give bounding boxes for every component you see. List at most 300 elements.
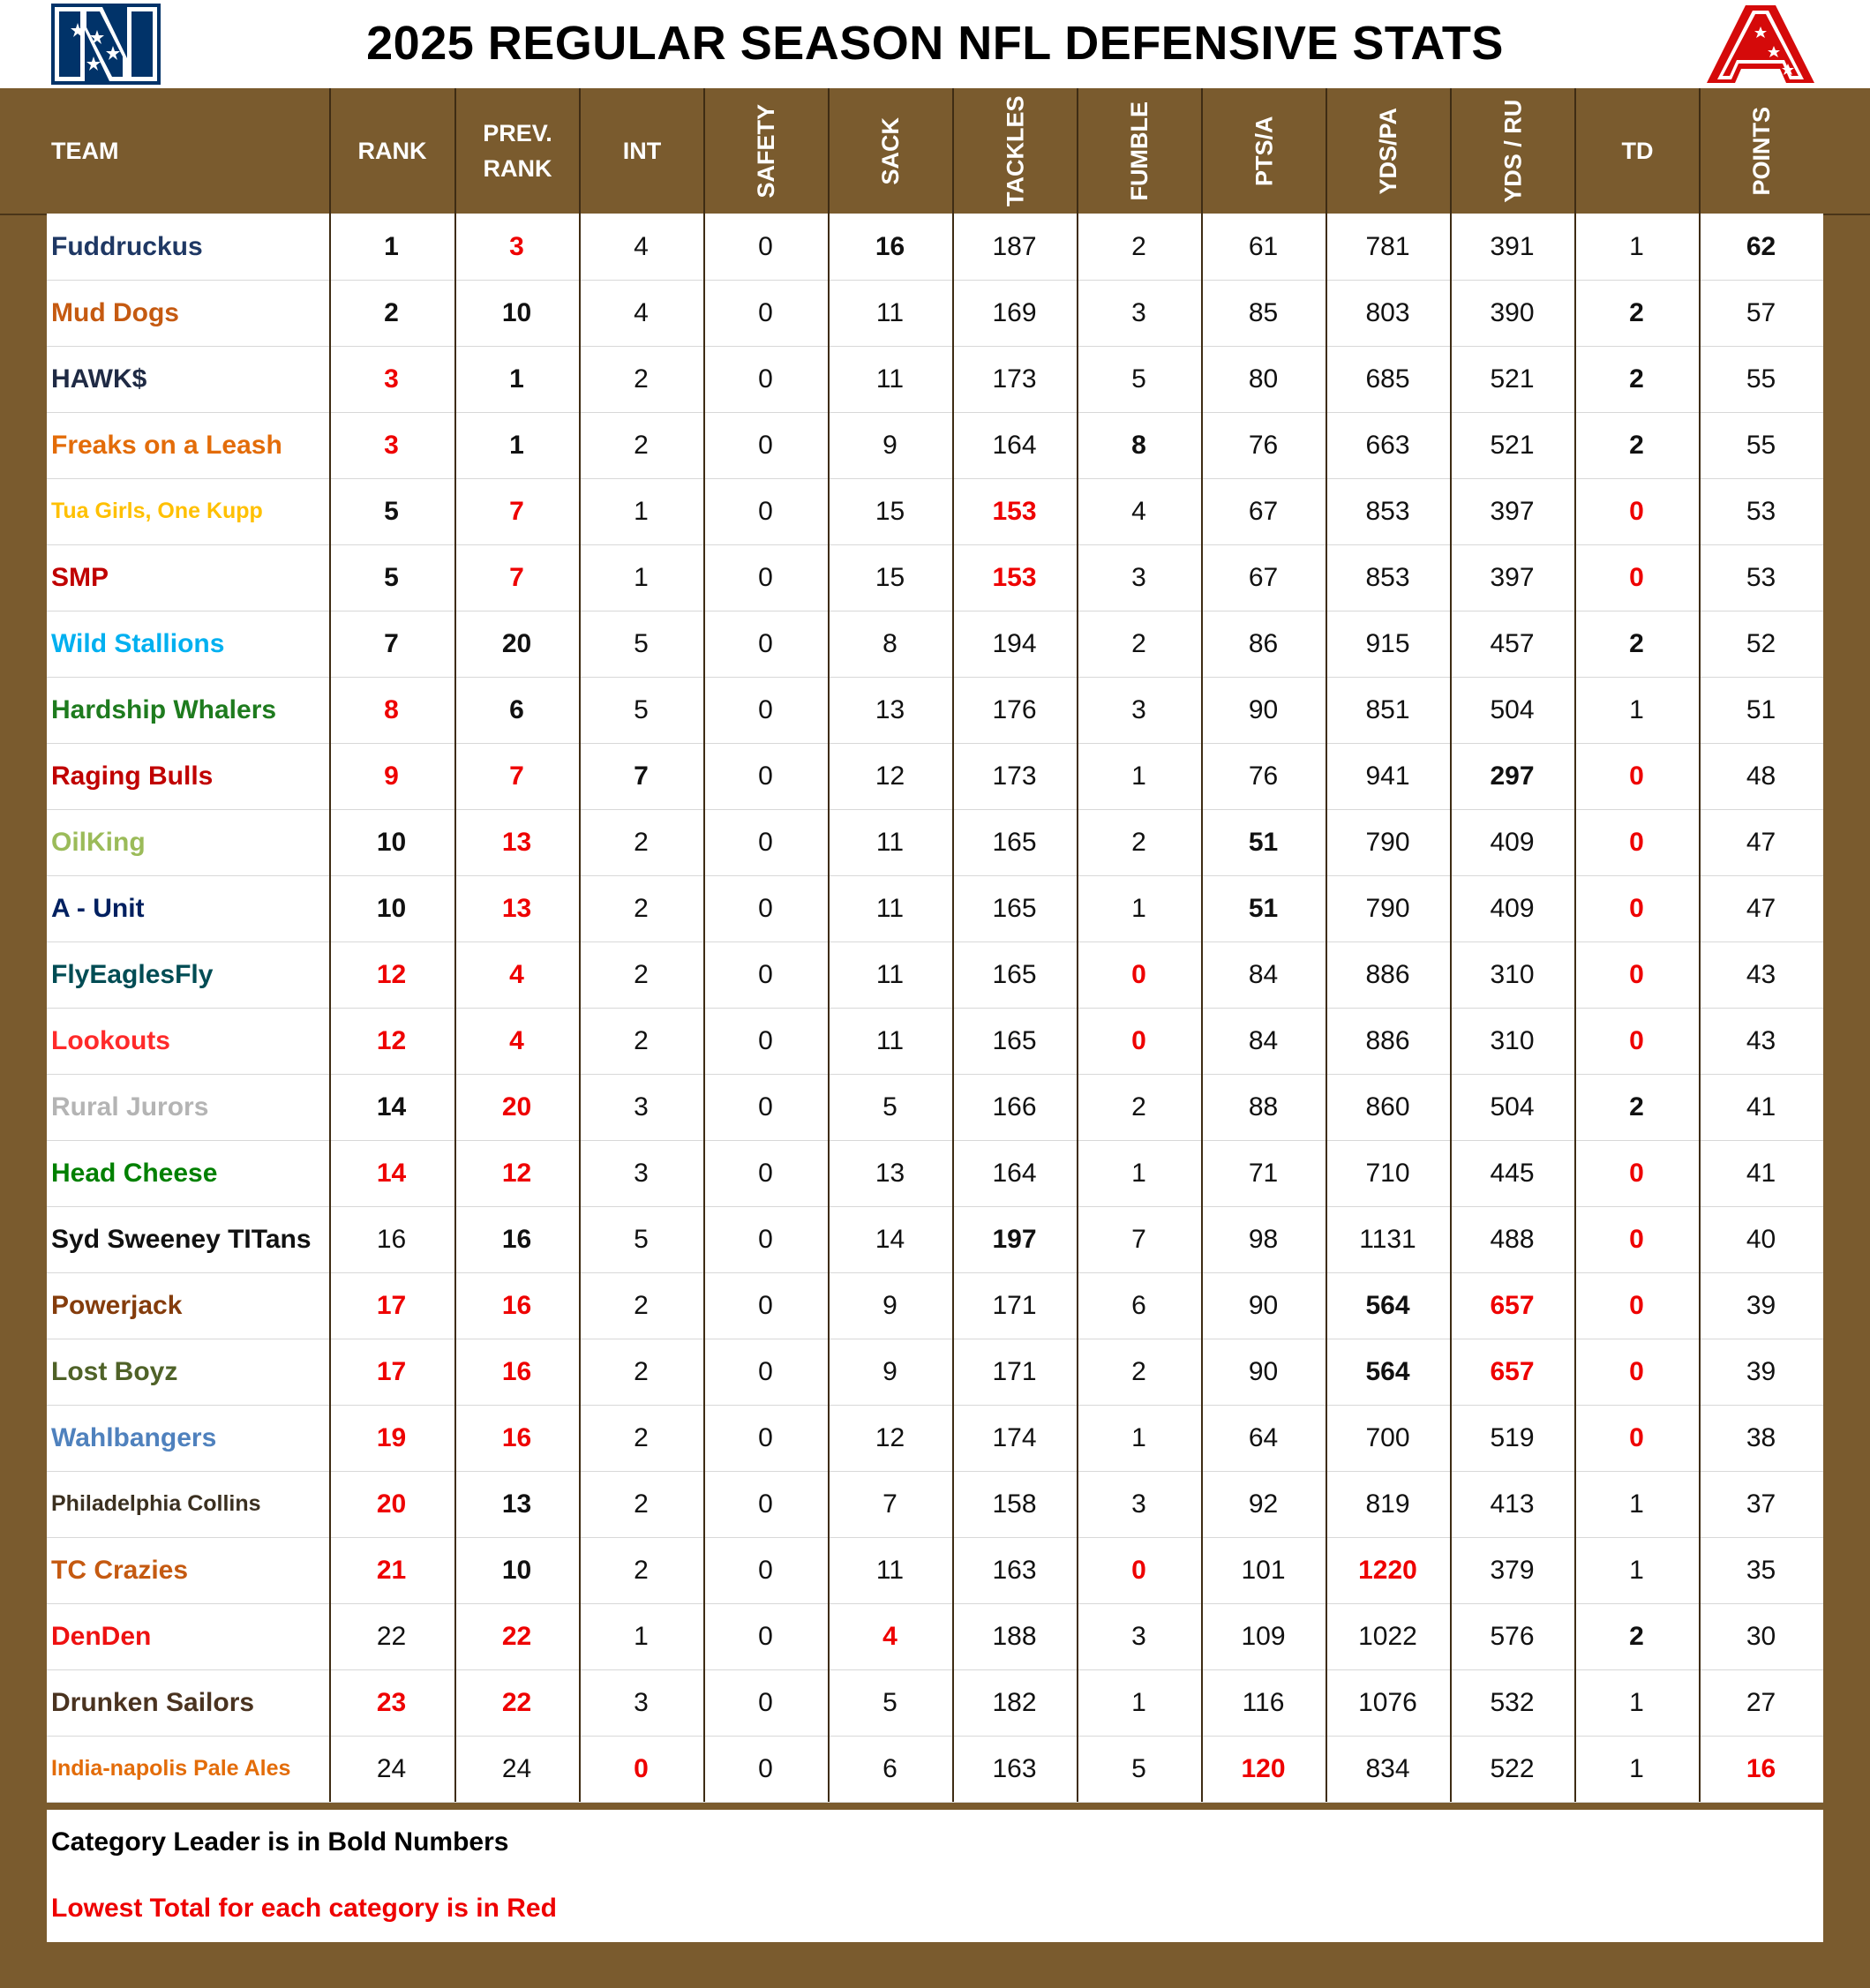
- cell-points: 62: [1746, 231, 1776, 261]
- column-divider: [1201, 88, 1203, 1802]
- cell-rank: 1: [384, 231, 399, 261]
- cell-td: 0: [1629, 893, 1644, 923]
- cell-yds-ru: 457: [1490, 628, 1535, 658]
- cell-td: 1: [1629, 1753, 1644, 1783]
- cell-pts-a: 84: [1248, 959, 1279, 989]
- cell-prev: 13: [501, 827, 532, 857]
- cell-td: 1: [1629, 694, 1644, 724]
- cell-fumble: 1: [1131, 893, 1146, 923]
- cell-yds-pa: 564: [1365, 1356, 1410, 1386]
- cell-yds-ru: 488: [1490, 1224, 1535, 1254]
- cell-sack: 9: [882, 430, 897, 460]
- cell-prev: 24: [501, 1753, 532, 1783]
- cell-fumble: 0: [1131, 1555, 1146, 1585]
- page-title: 2025 REGULAR SEASON NFL DEFENSIVE STATS: [366, 17, 1504, 70]
- cell-prev: 10: [501, 1555, 532, 1585]
- cell-pts-a: 85: [1248, 297, 1279, 327]
- column-divider: [1450, 88, 1452, 1802]
- cell-prev: 6: [509, 694, 524, 724]
- cell-yds-pa: 790: [1365, 893, 1410, 923]
- cell-safety: 0: [758, 1687, 773, 1717]
- cell-sack: 5: [882, 1687, 897, 1717]
- cell-td: 0: [1629, 562, 1644, 592]
- cell-td: 1: [1629, 1555, 1644, 1585]
- team-name: Raging Bulls: [51, 761, 214, 791]
- team-name: HAWK$: [51, 364, 147, 394]
- cell-points: 53: [1746, 496, 1776, 526]
- table-row: [47, 941, 1823, 1009]
- cell-td: 0: [1629, 827, 1644, 857]
- cell-rank: 23: [376, 1687, 407, 1717]
- cell-yds-pa: 1076: [1358, 1687, 1417, 1717]
- cell-fumble: 6: [1131, 1290, 1146, 1320]
- cell-yds-pa: 886: [1365, 959, 1410, 989]
- afc-logo: [1701, 4, 1820, 85]
- cell-sack: 11: [875, 297, 905, 327]
- cell-sack: 13: [875, 1158, 905, 1188]
- table-row: [47, 611, 1823, 678]
- cell-tackles: 158: [992, 1489, 1037, 1519]
- header-team: TEAM: [51, 137, 119, 164]
- cell-points: 41: [1746, 1158, 1776, 1188]
- cell-sack: 4: [882, 1621, 897, 1651]
- cell-rank: 16: [376, 1224, 407, 1254]
- team-name: Mud Dogs: [51, 297, 179, 327]
- cell-tackles: 164: [992, 1158, 1037, 1188]
- cell-fumble: 0: [1131, 1025, 1146, 1055]
- table-row: [47, 677, 1823, 744]
- cell-pts-a: 71: [1248, 1158, 1279, 1188]
- cell-points: 39: [1746, 1290, 1776, 1320]
- team-name: TC Crazies: [51, 1555, 189, 1585]
- cell-rank: 10: [376, 827, 407, 857]
- cell-points: 41: [1746, 1092, 1776, 1122]
- cell-rank: 21: [376, 1555, 407, 1585]
- cell-safety: 0: [758, 297, 773, 327]
- cell-fumble: 1: [1131, 761, 1146, 791]
- cell-safety: 0: [758, 364, 773, 394]
- cell-points: 55: [1746, 364, 1776, 394]
- cell-fumble: 3: [1131, 562, 1146, 592]
- cell-safety: 0: [758, 827, 773, 857]
- cell-prev: 4: [509, 959, 524, 989]
- cell-pts-a: 101: [1241, 1555, 1286, 1585]
- cell-yds-ru: 409: [1490, 827, 1535, 857]
- cell-points: 30: [1746, 1621, 1776, 1651]
- cell-yds-pa: 853: [1365, 496, 1410, 526]
- cell-yds-ru: 521: [1490, 364, 1535, 394]
- cell-tackles: 182: [992, 1687, 1037, 1717]
- column-divider: [703, 88, 705, 1802]
- cell-yds-pa: 1022: [1358, 1621, 1417, 1651]
- cell-yds-ru: 504: [1490, 694, 1535, 724]
- cell-safety: 0: [758, 1422, 773, 1452]
- cell-tackles: 163: [992, 1753, 1037, 1783]
- cell-tackles: 165: [992, 1025, 1037, 1055]
- cell-yds-ru: 310: [1490, 959, 1535, 989]
- cell-fumble: 3: [1131, 694, 1146, 724]
- cell-prev: 16: [501, 1224, 532, 1254]
- cell-safety: 0: [758, 496, 773, 526]
- cell-sack: 15: [875, 496, 905, 526]
- team-name: Drunken Sailors: [51, 1687, 255, 1717]
- cell-tackles: 163: [992, 1555, 1037, 1585]
- cell-td: 0: [1629, 496, 1644, 526]
- cell-tackles: 153: [992, 496, 1037, 526]
- cell-rank: 17: [376, 1290, 407, 1320]
- cell-tackles: 188: [992, 1621, 1037, 1651]
- cell-safety: 0: [758, 959, 773, 989]
- cell-int: 2: [634, 827, 649, 857]
- cell-sack: 14: [875, 1224, 905, 1254]
- cell-prev: 7: [509, 761, 524, 791]
- header-sack: SACK: [877, 116, 905, 185]
- table-row: [47, 1405, 1823, 1472]
- cell-points: 52: [1746, 628, 1776, 658]
- cell-prev: 16: [501, 1356, 532, 1386]
- cell-td: 0: [1629, 1224, 1644, 1254]
- cell-rank: 2: [384, 297, 399, 327]
- cell-sack: 11: [875, 827, 905, 857]
- cell-yds-ru: 521: [1490, 430, 1535, 460]
- stats-table: [47, 214, 1823, 1802]
- cell-prev: 1: [509, 364, 524, 394]
- table-row: [47, 1603, 1823, 1670]
- cell-yds-pa: 915: [1365, 628, 1410, 658]
- cell-safety: 0: [758, 1356, 773, 1386]
- cell-safety: 0: [758, 628, 773, 658]
- table-row: [47, 1074, 1823, 1141]
- team-name: Rural Jurors: [51, 1092, 209, 1122]
- cell-yds-ru: 397: [1490, 496, 1535, 526]
- cell-prev: 13: [501, 893, 532, 923]
- cell-pts-a: 90: [1248, 1290, 1279, 1320]
- cell-safety: 0: [758, 1489, 773, 1519]
- cell-tackles: 165: [992, 959, 1037, 989]
- table-row: [47, 743, 1823, 810]
- cell-td: 0: [1629, 761, 1644, 791]
- team-name: OilKing: [51, 827, 146, 857]
- cell-td: 0: [1629, 959, 1644, 989]
- cell-points: 48: [1746, 761, 1776, 791]
- cell-safety: 0: [758, 893, 773, 923]
- column-divider: [1326, 88, 1327, 1802]
- table-row: [47, 478, 1823, 545]
- header-points: POINTS: [1748, 106, 1776, 196]
- header-yds-ru: YDS / RU: [1499, 99, 1527, 203]
- cell-sack: 11: [875, 1025, 905, 1055]
- cell-td: 2: [1629, 1092, 1644, 1122]
- cell-tackles: 194: [992, 628, 1037, 658]
- cell-td: 0: [1629, 1158, 1644, 1188]
- header-rank: RANK: [357, 137, 427, 164]
- cell-int: 2: [634, 1356, 649, 1386]
- cell-yds-pa: 700: [1365, 1422, 1410, 1452]
- cell-safety: 0: [758, 1290, 773, 1320]
- cell-sack: 11: [875, 1555, 905, 1585]
- cell-pts-a: 67: [1248, 562, 1279, 592]
- team-name: DenDen: [51, 1621, 152, 1651]
- header-yds-pa: YDS/PA: [1375, 107, 1402, 195]
- cell-int: 5: [634, 694, 649, 724]
- table-row: [47, 1206, 1823, 1273]
- cell-tackles: 197: [992, 1224, 1037, 1254]
- team-name: Tua Girls, One Kupp: [51, 499, 263, 523]
- cell-rank: 12: [376, 959, 407, 989]
- header-pts-a: PTS/A: [1250, 116, 1278, 186]
- cell-points: 55: [1746, 430, 1776, 460]
- cell-pts-a: 67: [1248, 496, 1279, 526]
- cell-sack: 11: [875, 364, 905, 394]
- cell-pts-a: 90: [1248, 694, 1279, 724]
- table-row: [47, 1669, 1823, 1737]
- cell-tackles: 176: [992, 694, 1037, 724]
- legend-bold-note: Category Leader is in Bold Numbers: [51, 1827, 509, 1857]
- cell-prev: 20: [501, 628, 532, 658]
- cell-td: 1: [1629, 231, 1644, 261]
- cell-sack: 11: [875, 893, 905, 923]
- cell-yds-ru: 390: [1490, 297, 1535, 327]
- cell-pts-a: 86: [1248, 628, 1279, 658]
- team-name: Head Cheese: [51, 1158, 218, 1188]
- cell-int: 2: [634, 1290, 649, 1320]
- cell-yds-pa: 941: [1365, 761, 1410, 791]
- cell-int: 2: [634, 1489, 649, 1519]
- cell-points: 51: [1746, 694, 1776, 724]
- table-row: [47, 280, 1823, 347]
- cell-pts-a: 51: [1248, 893, 1279, 923]
- team-name: Wahlbangers: [51, 1422, 217, 1452]
- table-row: [47, 1339, 1823, 1406]
- cell-points: 37: [1746, 1489, 1776, 1519]
- header-td: TD: [1621, 137, 1654, 164]
- header-tackles: TACKLES: [1002, 95, 1029, 206]
- column-divider: [828, 88, 830, 1802]
- table-row: [47, 214, 1823, 281]
- cell-safety: 0: [758, 694, 773, 724]
- cell-pts-a: 88: [1248, 1092, 1279, 1122]
- team-name: A - Unit: [51, 893, 145, 923]
- cell-int: 0: [634, 1753, 649, 1783]
- cell-rank: 17: [376, 1356, 407, 1386]
- cell-int: 3: [634, 1092, 649, 1122]
- cell-safety: 0: [758, 1092, 773, 1122]
- cell-yds-ru: 519: [1490, 1422, 1535, 1452]
- cell-sack: 9: [882, 1290, 897, 1320]
- cell-int: 3: [634, 1158, 649, 1188]
- cell-fumble: 3: [1131, 1621, 1146, 1651]
- cell-tackles: 164: [992, 430, 1037, 460]
- cell-sack: 7: [882, 1489, 897, 1519]
- cell-pts-a: 98: [1248, 1224, 1279, 1254]
- table-row: [47, 1537, 1823, 1604]
- cell-prev: 12: [501, 1158, 532, 1188]
- cell-yds-pa: 834: [1365, 1753, 1410, 1783]
- cell-sack: 6: [882, 1753, 897, 1783]
- cell-rank: 3: [384, 430, 399, 460]
- header-int: INT: [622, 137, 662, 164]
- cell-safety: 0: [758, 1025, 773, 1055]
- column-divider: [1574, 88, 1576, 1802]
- cell-yds-pa: 790: [1365, 827, 1410, 857]
- cell-rank: 20: [376, 1489, 407, 1519]
- cell-fumble: 5: [1131, 1753, 1146, 1783]
- cell-yds-ru: 504: [1490, 1092, 1535, 1122]
- cell-yds-pa: 853: [1365, 562, 1410, 592]
- cell-fumble: 2: [1131, 628, 1146, 658]
- cell-int: 2: [634, 430, 649, 460]
- cell-int: 5: [634, 628, 649, 658]
- cell-tackles: 171: [992, 1290, 1037, 1320]
- cell-sack: 5: [882, 1092, 897, 1122]
- cell-yds-pa: 564: [1365, 1290, 1410, 1320]
- cell-safety: 0: [758, 761, 773, 791]
- cell-pts-a: 92: [1248, 1489, 1279, 1519]
- cell-yds-ru: 409: [1490, 893, 1535, 923]
- cell-points: 47: [1746, 893, 1776, 923]
- cell-yds-ru: 391: [1490, 231, 1535, 261]
- column-divider: [454, 88, 456, 1802]
- cell-fumble: 7: [1131, 1224, 1146, 1254]
- cell-sack: 8: [882, 628, 897, 658]
- cell-td: 1: [1629, 1687, 1644, 1717]
- cell-int: 2: [634, 1025, 649, 1055]
- cell-pts-a: 76: [1248, 761, 1279, 791]
- cell-int: 7: [634, 761, 649, 791]
- cell-yds-ru: 522: [1490, 1753, 1535, 1783]
- cell-yds-pa: 819: [1365, 1489, 1410, 1519]
- table-row: [47, 1140, 1823, 1207]
- cell-rank: 14: [376, 1158, 407, 1188]
- column-divider: [1699, 88, 1701, 1802]
- cell-yds-pa: 1220: [1358, 1555, 1417, 1585]
- team-name: Philadelphia Collins: [51, 1491, 261, 1516]
- team-name: India-napolis Pale Ales: [51, 1756, 291, 1781]
- cell-tackles: 173: [992, 364, 1037, 394]
- cell-sack: 16: [875, 231, 905, 261]
- team-name: Fuddruckus: [51, 231, 203, 261]
- table-row: [47, 412, 1823, 479]
- cell-yds-pa: 1131: [1359, 1224, 1416, 1254]
- header-safety: SAFETY: [753, 103, 780, 199]
- cell-fumble: 2: [1131, 1356, 1146, 1386]
- cell-points: 27: [1746, 1687, 1776, 1717]
- cell-sack: 12: [875, 761, 905, 791]
- table-row: [47, 346, 1823, 413]
- cell-prev: 7: [509, 496, 524, 526]
- cell-prev: 22: [501, 1687, 532, 1717]
- cell-int: 2: [634, 1422, 649, 1452]
- cell-pts-a: 120: [1241, 1753, 1286, 1783]
- cell-safety: 0: [758, 231, 773, 261]
- cell-tackles: 173: [992, 761, 1037, 791]
- cell-yds-ru: 657: [1490, 1290, 1535, 1320]
- cell-prev: 7: [509, 562, 524, 592]
- cell-rank: 8: [384, 694, 399, 724]
- table-header: [0, 88, 1870, 215]
- cell-td: 2: [1629, 628, 1644, 658]
- cell-prev: 10: [501, 297, 532, 327]
- cell-pts-a: 84: [1248, 1025, 1279, 1055]
- cell-fumble: 1: [1131, 1687, 1146, 1717]
- cell-tackles: 169: [992, 297, 1037, 327]
- cell-points: 39: [1746, 1356, 1776, 1386]
- cell-yds-pa: 781: [1365, 231, 1410, 261]
- cell-safety: 0: [758, 1555, 773, 1585]
- cell-int: 5: [634, 1224, 649, 1254]
- cell-rank: 3: [384, 364, 399, 394]
- cell-td: 2: [1629, 1621, 1644, 1651]
- column-divider: [329, 88, 331, 1802]
- cell-tackles: 187: [992, 231, 1037, 261]
- cell-td: 0: [1629, 1025, 1644, 1055]
- cell-yds-ru: 657: [1490, 1356, 1535, 1386]
- cell-points: 35: [1746, 1555, 1776, 1585]
- cell-fumble: 3: [1131, 297, 1146, 327]
- cell-int: 2: [634, 364, 649, 394]
- cell-yds-pa: 851: [1365, 694, 1410, 724]
- cell-fumble: 2: [1131, 1092, 1146, 1122]
- cell-tackles: 165: [992, 893, 1037, 923]
- cell-yds-ru: 379: [1490, 1555, 1535, 1585]
- team-name: Wild Stallions: [51, 628, 225, 658]
- cell-rank: 10: [376, 893, 407, 923]
- header-fumble: FUMBLE: [1126, 101, 1153, 201]
- cell-sack: 15: [875, 562, 905, 592]
- cell-safety: 0: [758, 1224, 773, 1254]
- cell-fumble: 5: [1131, 364, 1146, 394]
- table-row: [47, 1736, 1823, 1803]
- cell-safety: 0: [758, 1753, 773, 1783]
- cell-td: 0: [1629, 1356, 1644, 1386]
- cell-pts-a: 109: [1241, 1621, 1286, 1651]
- cell-rank: 14: [376, 1092, 407, 1122]
- cell-td: 0: [1629, 1290, 1644, 1320]
- cell-points: 57: [1746, 297, 1776, 327]
- cell-int: 1: [634, 496, 649, 526]
- cell-tackles: 166: [992, 1092, 1037, 1122]
- cell-tackles: 171: [992, 1356, 1037, 1386]
- cell-tackles: 165: [992, 827, 1037, 857]
- cell-yds-ru: 310: [1490, 1025, 1535, 1055]
- column-divider: [1077, 88, 1078, 1802]
- cell-int: 4: [634, 231, 649, 261]
- team-name: SMP: [51, 562, 109, 592]
- cell-sack: 11: [875, 959, 905, 989]
- cell-fumble: 8: [1131, 430, 1146, 460]
- cell-td: 2: [1629, 297, 1644, 327]
- table-row: [47, 1008, 1823, 1075]
- team-name: Lookouts: [51, 1025, 170, 1055]
- cell-sack: 12: [875, 1422, 905, 1452]
- cell-int: 2: [634, 1555, 649, 1585]
- cell-rank: 5: [384, 562, 399, 592]
- title-bar: [0, 0, 1870, 88]
- header-prev-rank: PREV. RANK: [483, 119, 552, 182]
- cell-int: 4: [634, 297, 649, 327]
- cell-td: 1: [1629, 1489, 1644, 1519]
- cell-fumble: 1: [1131, 1158, 1146, 1188]
- cell-safety: 0: [758, 1158, 773, 1188]
- cell-td: 2: [1629, 430, 1644, 460]
- cell-pts-a: 116: [1242, 1687, 1285, 1717]
- cell-safety: 0: [758, 1621, 773, 1651]
- cell-pts-a: 64: [1248, 1422, 1279, 1452]
- cell-td: 0: [1629, 1422, 1644, 1452]
- cell-prev: 16: [501, 1290, 532, 1320]
- cell-rank: 9: [384, 761, 399, 791]
- cell-points: 43: [1746, 959, 1776, 989]
